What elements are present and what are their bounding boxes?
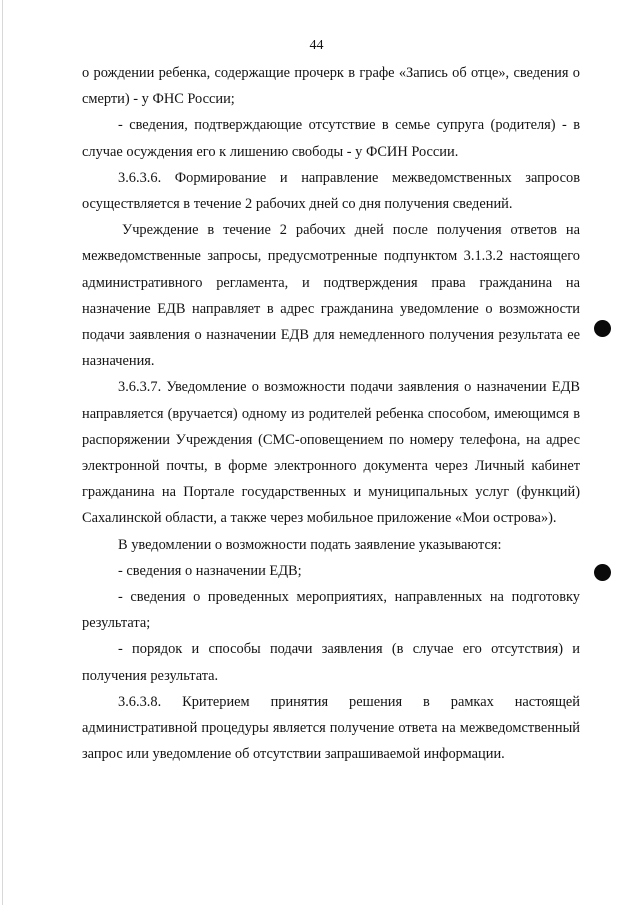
paragraph-institution-notice: Учреждение в течение 2 рабочих дней после получения ответов на межведомственные запросы, предусмотренные подпунктом 3.1.3.2 настоящего административного регламента, и подтверждения права гражданина на назначение ЕДВ направляет в адрес гражданина уведомление о возможности подачи заявления о назначении ЕДВ для немедленного получения результата ее назначения.: [82, 222, 580, 370]
punch-hole-mark: [594, 320, 611, 337]
page-number: 44: [309, 38, 324, 53]
scan-edge-line: [2, 0, 3, 905]
paragraph-3-6-3-8: 3.6.3.8. Критерием принятия решения в рамках настоящей административной процедуры является получение ответа на межведомственный запрос или уведомление об отсутствии запрашиваемой информации.: [82, 693, 580, 763]
paragraph-3-6-3-7: 3.6.3.7. Уведомление о возможности подачи заявления о назначении ЕДВ направляется (вручается) одному из родителей ребенка способом, имеющимся в распоряжении Учреждения (СМС-оповещением по номеру телефона, на адрес электронной почты, в форме электронного документа через Личный кабинет гражданина на Портале государственных и муниципальных услуг (функций) Сахалинской области, а также через мобильное приложение «Мои острова»).: [82, 379, 580, 527]
punch-hole-mark: [594, 564, 611, 581]
document-body: [82, 60, 580, 767]
paragraph-3-6-3-6: 3.6.3.6. Формирование и направление межведомственных запросов осуществляется в течение 2 рабочих дней со дня получения сведений.: [82, 169, 580, 213]
paragraph-notice-contents: В уведомлении о возможности подать заявление указываются:: [118, 536, 502, 553]
paragraph-continuation: о рождении ребенка, содержащие прочерк в графе «Запись об отце», сведения о смерти) - у ФНС России;: [82, 65, 580, 108]
list-item-measures: - сведения о проведенных мероприятиях, направленных на подготовку результата;: [82, 589, 580, 632]
list-item-procedure: - порядок и способы подачи заявления (в случае его отсутствия) и получения результата.: [82, 641, 580, 684]
list-item-edv-info: - сведения о назначении ЕДВ;: [118, 562, 302, 579]
paragraph-fsin: - сведения, подтверждающие отсутствие в семье супруга (родителя) - в случае осуждения его к лишению свободы - у ФСИН России.: [82, 117, 580, 160]
